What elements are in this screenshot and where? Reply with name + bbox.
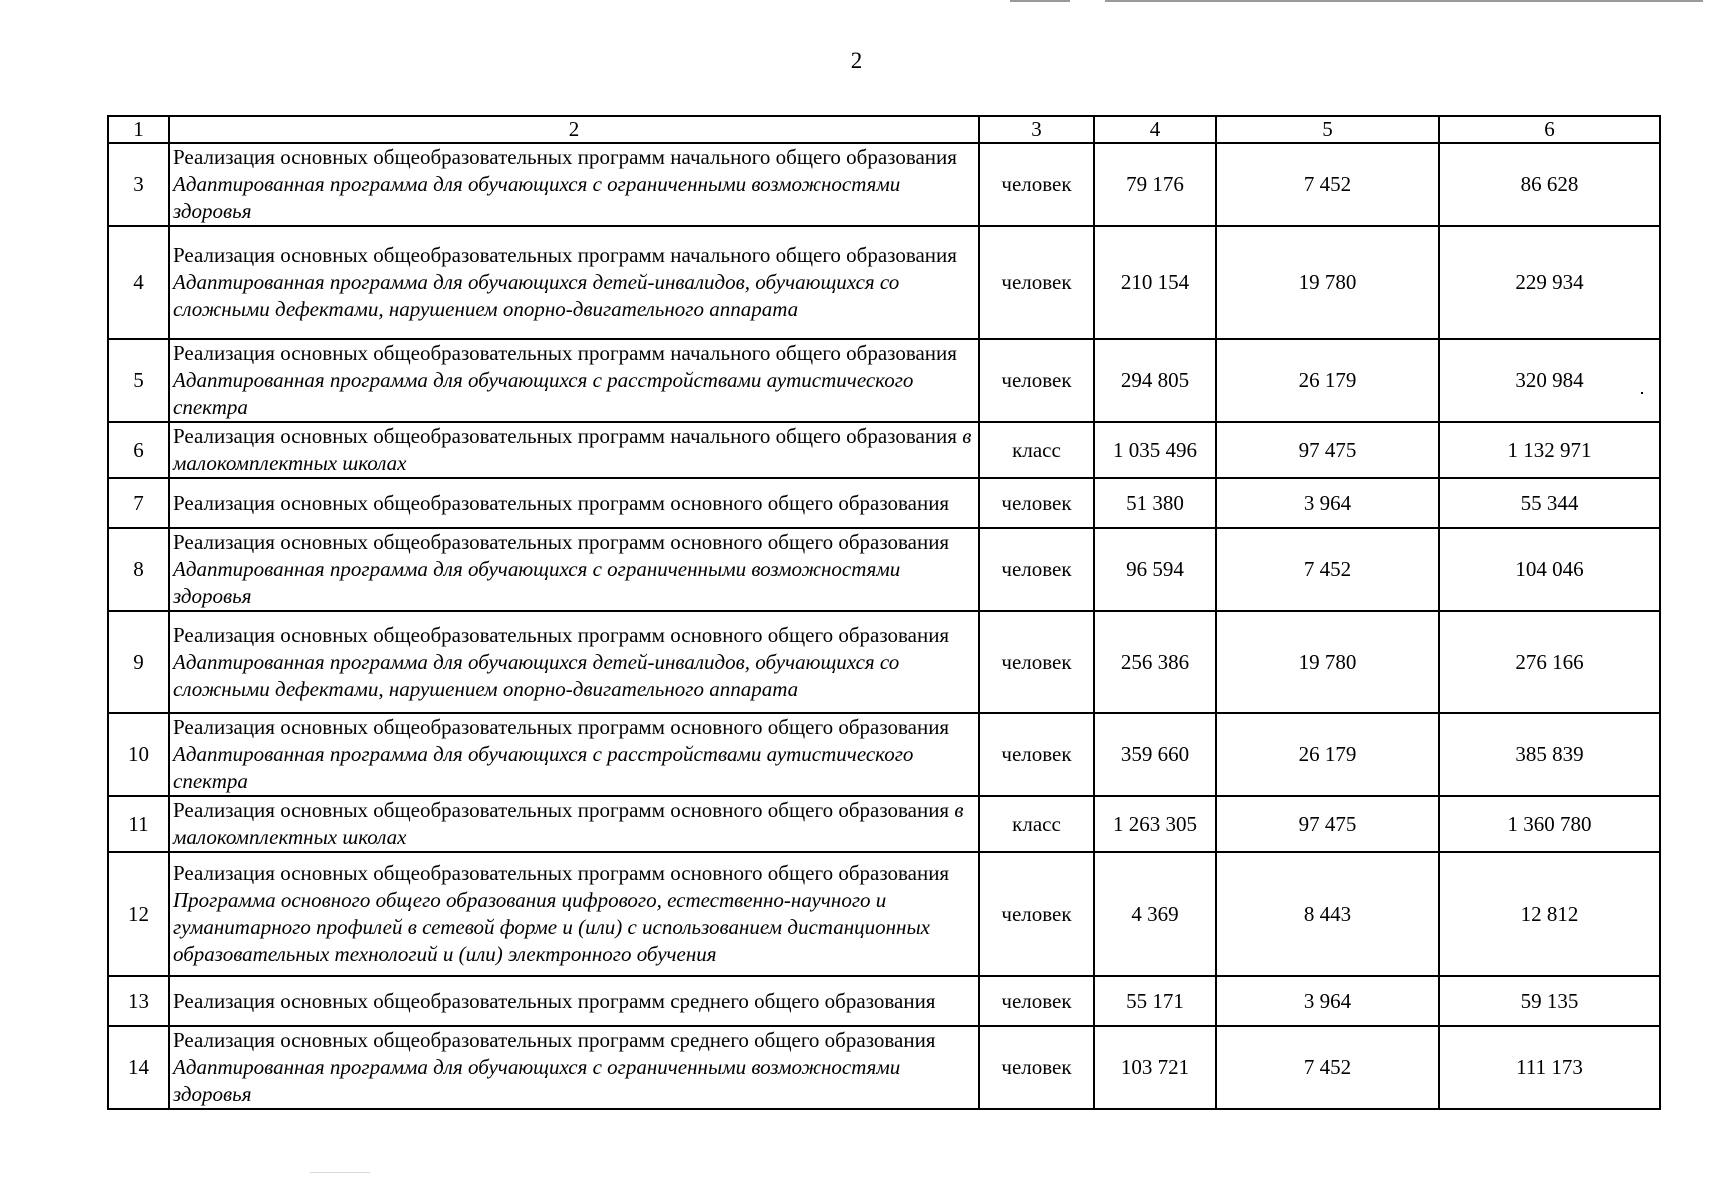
value-col4: 359 660	[1094, 713, 1216, 796]
table-row	[108, 226, 1660, 339]
description-italic: Адаптированная программа для обучающихся с ограниченными возможностями здоровья	[173, 172, 901, 223]
description-italic: Адаптированная программа для обучающихся с ограниченными возможностями здоровья	[173, 1055, 901, 1106]
row-description	[169, 226, 979, 339]
unit-cell: человек	[979, 226, 1094, 339]
value-col6: 12 812	[1439, 852, 1660, 976]
unit-cell: класс	[979, 422, 1094, 478]
page-number: 2	[850, 48, 863, 73]
value-col5: 7 452	[1216, 528, 1439, 611]
value-col5: 97 475	[1216, 422, 1439, 478]
row-description	[169, 796, 979, 852]
table-header-row	[108, 116, 1660, 143]
row-number: 8	[108, 528, 169, 611]
description-plain: Реализация основных общеобразовательных программ основного общего образования	[173, 861, 950, 885]
row-description	[169, 1026, 979, 1109]
value-col4: 1 035 496	[1094, 422, 1216, 478]
unit-cell: человек	[979, 143, 1094, 226]
value-col6: 320 984	[1439, 339, 1660, 422]
description-italic: Адаптированная программа для обучающихся с расстройствами аутистического спектра	[173, 368, 914, 419]
table-row	[108, 339, 1660, 422]
unit-cell: человек	[979, 528, 1094, 611]
description-plain: Реализация основных общеобразовательных программ среднего общего образования	[173, 1028, 936, 1052]
description-plain: Реализация основных общеобразовательных программ начального общего образования	[173, 243, 957, 267]
row-number: 13	[108, 976, 169, 1026]
table-row	[108, 611, 1660, 713]
value-col5: 26 179	[1216, 339, 1439, 422]
row-number: 9	[108, 611, 169, 713]
value-col6: 1 360 780	[1439, 796, 1660, 852]
table-body	[108, 116, 1660, 1109]
row-number: 5	[108, 339, 169, 422]
value-col5: 19 780	[1216, 226, 1439, 339]
description-plain: Реализация основных общеобразовательных программ среднего общего образования	[173, 988, 936, 1013]
header-cell: 3	[979, 116, 1094, 143]
row-number: 7	[108, 478, 169, 528]
header-cell: 4	[1094, 116, 1216, 143]
description-italic: Программа основного общего образования цифрового, естественно-научного и гуманитарного профилей в сетевой форме и (или) с использованием дистанционных образовательных технологий и (или) электронного обучения	[173, 888, 930, 966]
row-description	[169, 611, 979, 713]
value-col4: 55 171	[1094, 976, 1216, 1026]
value-col5: 3 964	[1216, 976, 1439, 1026]
value-col4: 294 805	[1094, 339, 1216, 422]
value-col5: 26 179	[1216, 713, 1439, 796]
row-number: 6	[108, 422, 169, 478]
description-plain: Реализация основных общеобразовательных программ основного общего образования	[173, 622, 950, 647]
scan-top-edge	[1010, 0, 1070, 2]
value-col4: 1 263 305	[1094, 796, 1216, 852]
budget-table	[107, 115, 1661, 1110]
table-row	[108, 478, 1660, 528]
header-cell: 2	[169, 116, 979, 143]
description-plain: Реализация основных общеобразовательных программ основного общего образования	[173, 530, 950, 554]
description-plain: Реализация основных общеобразовательных программ основного общего образования	[173, 798, 955, 822]
header-cell: 6	[1439, 116, 1660, 143]
unit-cell: человек	[979, 1026, 1094, 1109]
value-col6: 111 173	[1439, 1026, 1660, 1109]
header-cell: 1	[108, 116, 169, 143]
scan-mark	[310, 1172, 370, 1173]
value-col5: 19 780	[1216, 611, 1439, 713]
table-row	[108, 143, 1660, 226]
row-description	[169, 339, 979, 422]
description-italic: в малокомплектных школах	[173, 424, 972, 475]
unit-cell: человек	[979, 713, 1094, 796]
description-plain: Реализация основных общеобразовательных программ основного общего образования	[173, 490, 950, 515]
value-col4: 79 176	[1094, 143, 1216, 226]
description-italic: Адаптированная программа для обучающихся детей-инвалидов, обучающихся со сложными дефектами, нарушением опорно-двигательного аппарата	[173, 649, 900, 701]
unit-cell: человек	[979, 976, 1094, 1026]
row-description	[169, 976, 979, 1026]
description-italic: Адаптированная программа для обучающихся с ограниченными возможностями здоровья	[173, 557, 901, 608]
value-col6: 385 839	[1439, 713, 1660, 796]
table-row	[108, 422, 1660, 478]
row-number: 11	[108, 796, 169, 852]
row-description	[169, 143, 979, 226]
description-plain: Реализация основных общеобразовательных программ начального общего образования	[173, 341, 957, 365]
value-col6: 59 135	[1439, 976, 1660, 1026]
table-row	[108, 1026, 1660, 1109]
value-col6: 86 628	[1439, 143, 1660, 226]
row-number: 10	[108, 713, 169, 796]
row-description	[169, 852, 979, 976]
value-col6: 276 166	[1439, 611, 1660, 713]
scan-speck	[1641, 392, 1643, 394]
value-col6: 104 046	[1439, 528, 1660, 611]
row-number: 4	[108, 226, 169, 339]
unit-cell: человек	[979, 478, 1094, 528]
value-col5: 8 443	[1216, 852, 1439, 976]
value-col4: 256 386	[1094, 611, 1216, 713]
description-plain: Реализация основных общеобразовательных программ начального общего образования	[173, 145, 957, 169]
table-row	[108, 796, 1660, 852]
description-italic: в малокомплектных школах	[173, 798, 964, 849]
unit-cell: класс	[979, 796, 1094, 852]
row-description	[169, 528, 979, 611]
description-italic: Адаптированная программа для обучающихся с расстройствами аутистического спектра	[173, 742, 914, 793]
unit-cell: человек	[979, 852, 1094, 976]
value-col4: 4 369	[1094, 852, 1216, 976]
row-description	[169, 713, 979, 796]
scan-top-edge	[1105, 0, 1703, 2]
row-number: 3	[108, 143, 169, 226]
value-col6: 55 344	[1439, 478, 1660, 528]
value-col5: 3 964	[1216, 478, 1439, 528]
value-col4: 103 721	[1094, 1026, 1216, 1109]
table-row	[108, 852, 1660, 976]
value-col5: 7 452	[1216, 143, 1439, 226]
row-description	[169, 422, 979, 478]
row-number: 12	[108, 852, 169, 976]
table-row	[108, 713, 1660, 796]
value-col4: 210 154	[1094, 226, 1216, 339]
description-italic: Адаптированная программа для обучающихся детей-инвалидов, обучающихся со сложными дефектами, нарушением опорно-двигательного аппарата	[173, 270, 900, 321]
table-row	[108, 976, 1660, 1026]
header-cell: 5	[1216, 116, 1439, 143]
unit-cell: человек	[979, 339, 1094, 422]
value-col4: 51 380	[1094, 478, 1216, 528]
row-description	[169, 478, 979, 528]
value-col5: 97 475	[1216, 796, 1439, 852]
value-col6: 229 934	[1439, 226, 1660, 339]
description-plain: Реализация основных общеобразовательных программ основного общего образования	[173, 715, 950, 739]
value-col5: 7 452	[1216, 1026, 1439, 1109]
unit-cell: человек	[979, 611, 1094, 713]
row-number: 14	[108, 1026, 169, 1109]
table-row	[108, 528, 1660, 611]
description-plain: Реализация основных общеобразовательных программ начального общего образования	[173, 424, 963, 448]
value-col6: 1 132 971	[1439, 422, 1660, 478]
value-col4: 96 594	[1094, 528, 1216, 611]
